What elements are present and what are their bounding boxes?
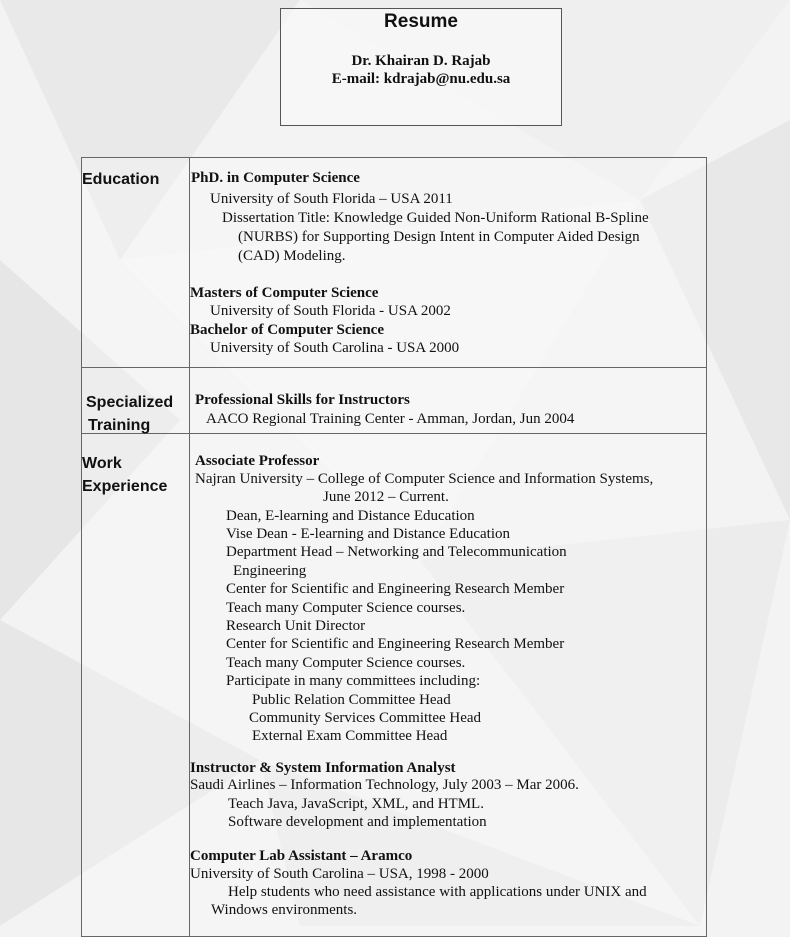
education-bachelor-school: University of South Carolina - USA 2000 bbox=[210, 340, 460, 356]
education-dissertation-line2: (NURBS) for Supporting Design Intent in Computer Aided Design bbox=[238, 229, 640, 245]
training-label-line1: Specialized bbox=[86, 394, 174, 411]
work-label-line2: Experience bbox=[82, 478, 168, 495]
work-usc-employer: University of South Carolina – USA, 1998 - 2000 bbox=[190, 866, 489, 882]
education-dissertation-line1: Dissertation Title: Knowledge Guided Non-Uniform Rational B-Spline bbox=[222, 210, 649, 226]
work-role-item: Participate in many committees including: bbox=[226, 673, 481, 689]
work-role-item-continued: Engineering bbox=[233, 563, 307, 579]
work-title-instructor: Instructor & System Information Analyst bbox=[190, 760, 456, 776]
work-committee-item: Public Relation Committee Head bbox=[252, 692, 451, 708]
candidate-email: E-mail: kdrajab@nu.edu.sa bbox=[331, 71, 511, 87]
header-box bbox=[280, 8, 562, 126]
education-label: Education bbox=[82, 171, 160, 188]
work-role-item: Department Head – Networking and Telecommunication bbox=[226, 544, 567, 560]
work-najran-dates: June 2012 – Current. bbox=[323, 489, 449, 505]
training-course: Professional Skills for Instructors bbox=[195, 392, 410, 408]
education-bachelor-degree: Bachelor of Computer Science bbox=[190, 322, 384, 338]
work-role-item: Teach many Computer Science courses. bbox=[226, 655, 466, 671]
work-committee-item: Community Services Committee Head bbox=[249, 710, 482, 726]
work-role-item: Research Unit Director bbox=[226, 618, 366, 634]
work-title-lab-assistant: Computer Lab Assistant – Aramco bbox=[190, 848, 413, 864]
work-role-item: Teach many Computer Science courses. bbox=[226, 600, 466, 616]
work-role-item: Dean, E-learning and Distance Education bbox=[226, 508, 475, 524]
work-committee-item: External Exam Committee Head bbox=[252, 728, 448, 744]
work-najran-employer: Najran University – College of Computer Science and Information Systems, bbox=[195, 471, 654, 487]
row-divider-training bbox=[81, 433, 707, 434]
work-title-associate-professor: Associate Professor bbox=[195, 453, 320, 469]
work-label-line1: Work bbox=[82, 455, 122, 472]
education-masters-school: University of South Florida - USA 2002 bbox=[210, 303, 451, 319]
education-phd-school: University of South Florida – USA 2011 bbox=[210, 191, 453, 207]
training-label-line2: Training bbox=[88, 417, 151, 434]
work-role-item: Center for Scientific and Engineering Research Member bbox=[226, 636, 565, 652]
work-role-item: Teach Java, JavaScript, XML, and HTML. bbox=[228, 796, 484, 812]
row-divider-education bbox=[81, 367, 707, 368]
education-dissertation-line3: (CAD) Modeling. bbox=[238, 248, 346, 264]
resume-title: Resume bbox=[384, 11, 458, 32]
work-role-item: Vise Dean - E-learning and Distance Education bbox=[226, 526, 510, 542]
column-divider bbox=[189, 157, 190, 937]
work-role-item: Software development and implementation bbox=[228, 814, 487, 830]
work-role-item: Help students who need assistance with applications under UNIX and bbox=[228, 884, 647, 900]
work-saudi-employer: Saudi Airlines – Information Technology, July 2003 – Mar 2006. bbox=[190, 777, 579, 793]
education-masters-degree: Masters of Computer Science bbox=[190, 285, 379, 301]
work-role-item-continued: Windows environments. bbox=[211, 902, 358, 918]
work-role-item: Center for Scientific and Engineering Research Member bbox=[226, 581, 565, 597]
training-center: AACO Regional Training Center - Amman, Jordan, Jun 2004 bbox=[206, 411, 575, 427]
candidate-name: Dr. Khairan D. Rajab bbox=[351, 53, 491, 69]
education-phd-degree: PhD. in Computer Science bbox=[191, 170, 360, 186]
